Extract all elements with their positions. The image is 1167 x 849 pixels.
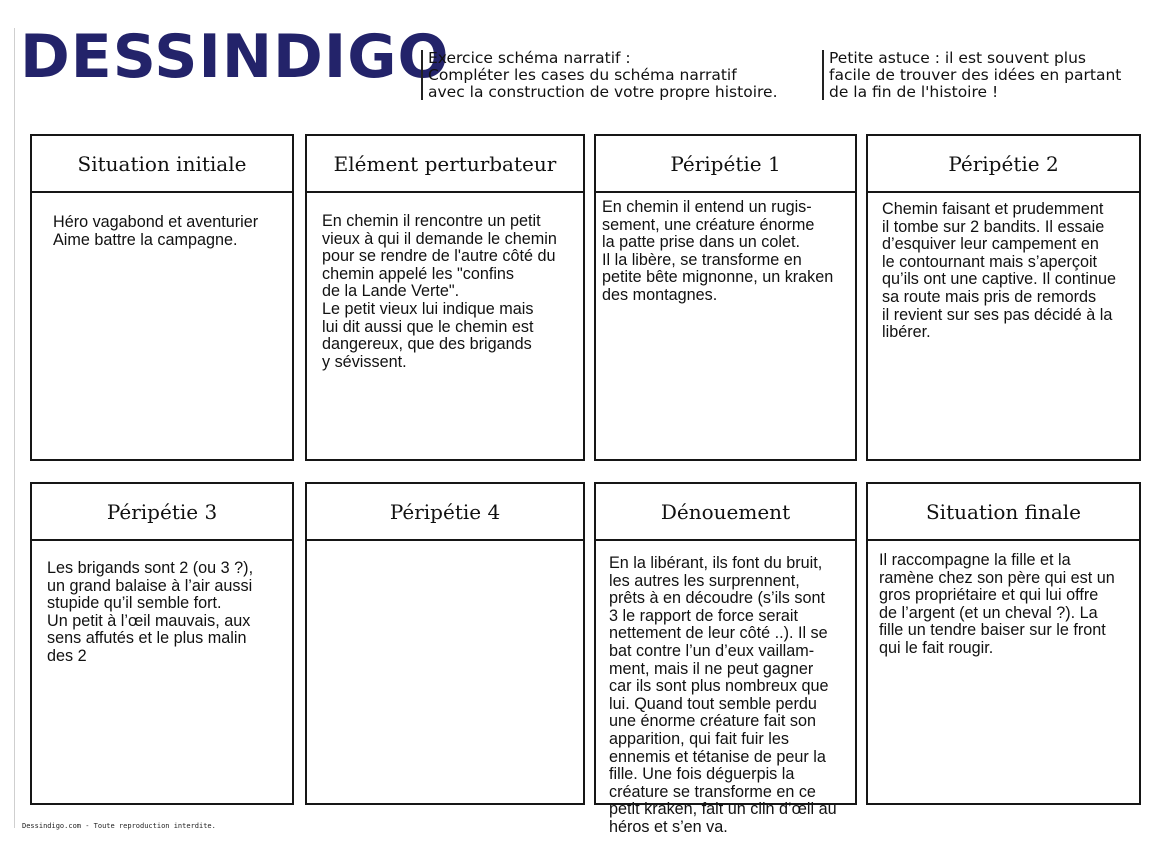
card-title: Péripétie 3: [32, 484, 292, 541]
card-title: Péripétie 2: [868, 136, 1139, 193]
card-situation-initiale: [30, 134, 294, 461]
card-element-perturbateur: [305, 134, 585, 461]
card-title: Péripétie 1: [596, 136, 855, 193]
page-left-rule: [14, 28, 15, 828]
card-title: Péripétie 4: [307, 484, 583, 541]
card-peripetie-1: [594, 134, 857, 461]
card-text[interactable]: Chemin faisant et prudemment il tombe sur 2 bandits. Il essaie d’esquiver leur campement en le contournant mais s’aperçoit qu’ils ont une captive. Il continue sa route mais pris de remords il revient sur ses pas décidé à la libérer.: [882, 200, 1116, 342]
copyright-footer: Dessindigo.com - Toute reproduction interdite.: [22, 822, 216, 830]
card-title: Situation initiale: [32, 136, 292, 193]
card-peripetie-4: [305, 482, 585, 805]
exercise-instructions: Exercice schéma narratif : Compléter les cases du schéma narratif avec la construction de votre propre histoire.: [421, 50, 813, 100]
card-peripetie-2: [866, 134, 1141, 461]
card-title: Elément perturbateur: [307, 136, 583, 193]
card-peripetie-3: [30, 482, 294, 805]
card-title: Dénouement: [596, 484, 855, 541]
dessindigo-logo: DESSINDIGO: [20, 22, 450, 92]
card-text[interactable]: Il raccompagne la fille et la ramène chez son père qui est un gros propriétaire et qui lui offre de l’argent (et un cheval ?). La fille un tendre baiser sur le front qui le fait rougir.: [879, 551, 1115, 657]
card-situation-finale: [866, 482, 1141, 805]
card-text[interactable]: Héro vagabond et aventurier Aime battre la campagne.: [53, 213, 259, 249]
card-text[interactable]: En la libérant, ils font du bruit, les autres les surprennent, prêts à en découdre (s’ils sont 3 le rapport de force serait nettement de leur côté ..). Il se bat contre l’un d’eux vaillam- ment, mais il ne peut gagner car ils sont plus nombreux que lui. Quand tout semble perdu une énorme créature fait son apparition, qui fait fuir les ennemis et tétanise de peur la fille. Une fois déguerpis la créature se transforme en ce petit kraken, fait un clin d’œil au héros et s’en va.: [609, 554, 837, 836]
tip-note: Petite astuce : il est souvent plus facile de trouver des idées en partant de la fin de l'histoire !: [822, 50, 1164, 100]
card-text[interactable]: En chemin il entend un rugis- sement, une créature énorme la patte prise dans un colet. Il la libère, se transforme en petite bête mignonne, un kraken des montagnes.: [602, 198, 834, 304]
card-title: Situation finale: [868, 484, 1139, 541]
card-text[interactable]: En chemin il rencontre un petit vieux à qui il demande le chemin pour se rendre de l'autre côté du chemin appelé les "confins de la Lande Verte". Le petit vieux lui indique mais lui dit aussi que le chemin est dangereux, que des brigands y sévissent.: [322, 212, 557, 371]
card-denouement: [594, 482, 857, 836]
card-text[interactable]: Les brigands sont 2 (ou 3 ?), un grand balaise à l’air aussi stupide qu’il semble fort. Un petit à l’œil mauvais, aux sens affutés et le plus malin des 2: [47, 559, 254, 665]
